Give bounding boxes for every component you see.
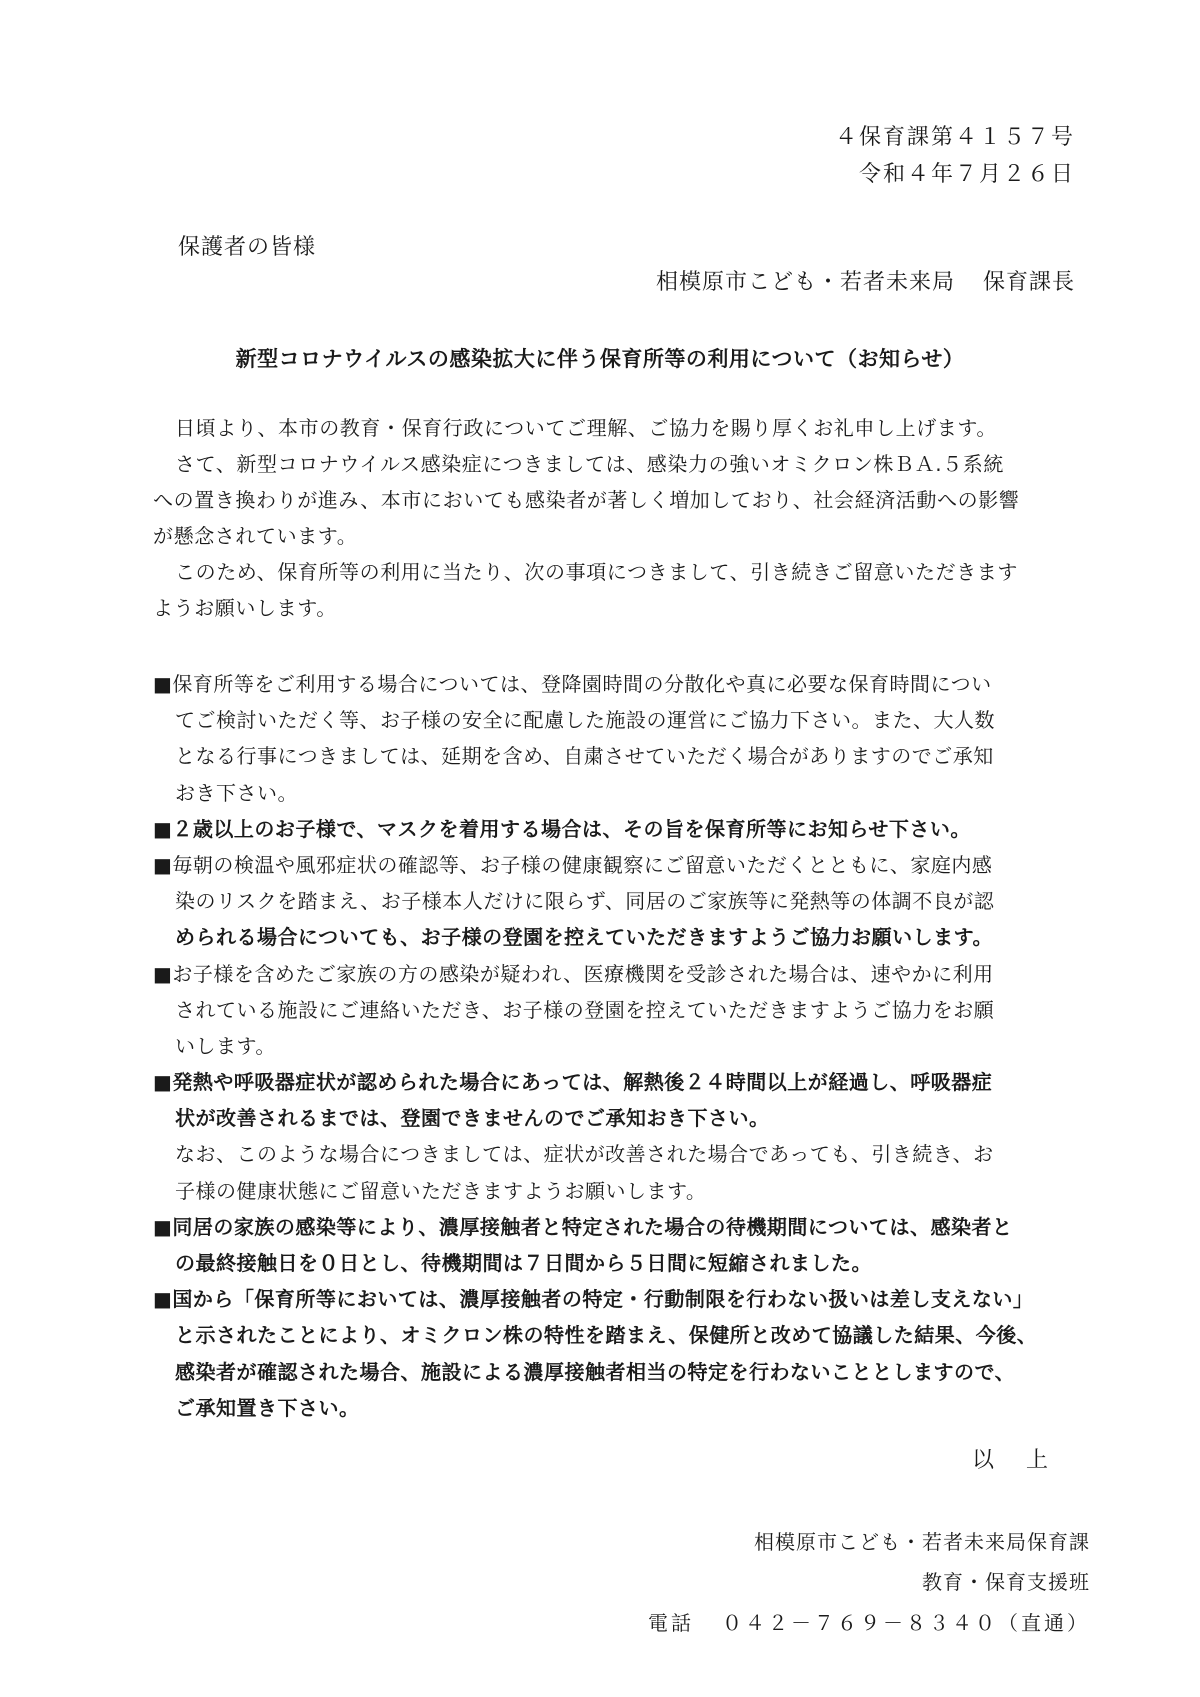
- footer-phone: [648, 1607, 1090, 1636]
- closing-remark: [972, 1443, 1050, 1474]
- item-line: ■国から「保育所等においては、濃厚接触者の特定・行動制限を行わない扱いは差し支えない」: [153, 1287, 1034, 1312]
- item-line: ■保育所等をご利用する場合については、登降園時間の分散化や真に必要な保育時間につい: [153, 672, 992, 696]
- closing-first: 以: [971, 1448, 996, 1473]
- closing-second: 上: [1025, 1448, 1050, 1473]
- item-line: ■お子様を含めたご家族の方の感染が疑われ、医療機関を受診された場合は、速やかに利用: [153, 961, 994, 986]
- document-date: 令和４年７月２６日: [858, 162, 1075, 187]
- body-line: が懸念されています。: [153, 524, 358, 548]
- footer-department: 相模原市こども・若者未来局保育課: [754, 1530, 1090, 1554]
- item-line: 子様の健康状態にご留意いただきますようお願いします。: [175, 1178, 707, 1203]
- body-line: 日頃より、本市の教育・保育行政についてご理解、ご協力を賜り厚くお礼申し上げます。: [175, 416, 997, 440]
- item-line: ご承知置き下さい。: [175, 1395, 360, 1420]
- body-line: ようお願いします。: [153, 596, 337, 620]
- sender-title: 保育課長: [982, 270, 1075, 295]
- item-line: ■発熱や呼吸器症状が認められた場合にあっては、解熱後２４時間以上が経過し、呼吸器症: [153, 1070, 993, 1095]
- item-line: 染のリスクを踏まえ、お子様本人だけに限らず、同居のご家族等に発熱等の体調不良が認: [175, 889, 995, 914]
- item-line: てご検討いただく等、お子様の安全に配慮した施設の運営にご協力下さい。また、大人数: [175, 708, 995, 733]
- body-line: への置き換わりが進み、本市においても感染者が著しく増加しており、社会経済活動への影響: [153, 488, 1020, 512]
- item-line: 感染者が確認された場合、施設による濃厚接触者相当の特定を行わないこととしますので、: [175, 1359, 1016, 1384]
- item-line: ■２歳以上のお子様で、マスクを着用する場合は、その旨を保育所等にお知らせ下さい。: [153, 816, 971, 841]
- document-title: 新型コロナウイルスの感染拡大に伴う保育所等の利用について（お知らせ）: [235, 347, 965, 371]
- item-line: 状が改善されるまでは、登園できませんのでご承知おき下さい。: [175, 1106, 770, 1131]
- body-line: このため、保育所等の利用に当たり、次の事項につきまして、引き続きご留意いただきます: [175, 560, 1018, 584]
- item-line: められる場合についても、お子様の登園を控えていただきますようご協力お願いします。: [175, 925, 993, 950]
- footer-team: 教育・保育支援班: [922, 1570, 1090, 1594]
- item-line: おき下さい。: [175, 780, 298, 805]
- item-line: と示されたことにより、オミクロン株の特性を踏まえ、保健所と改めて協議した結果、今後、: [175, 1323, 1038, 1348]
- sender-org: 相模原市こども・若者未来局: [655, 270, 955, 295]
- body-paragraphs: [153, 410, 1083, 626]
- item-line: ■毎朝の検温や風邪症状の確認等、お子様の健康観察にご留意いただくとともに、家庭内感: [153, 852, 993, 877]
- notice-items: [153, 666, 1093, 1426]
- document-number: ４保育課第４１５７号: [834, 125, 1075, 150]
- sender: [656, 265, 1075, 296]
- item-line: となる行事につきましては、延期を含め、自粛させていただく場合がありますのでご承知: [175, 744, 994, 769]
- item-line: いします。: [175, 1033, 276, 1058]
- body-line: さて、新型コロナウイルス感染症につきましては、感染力の強いオミクロン株ＢＡ.５系統: [175, 452, 1004, 476]
- item-line: ■同居の家族の感染等により、濃厚接触者と特定された場合の待機期間については、感染者と: [153, 1214, 1013, 1239]
- addressee: 保護者の皆様: [178, 235, 317, 260]
- item-line: の最終接触日を０日とし、待機期間は７日間から５日間に短縮されました。: [175, 1251, 872, 1275]
- phone-number: ０４２－７６９－８３４０（直通）: [722, 1611, 1090, 1635]
- item-line: されている施設にご連絡いただき、お子様の登園を控えていただきますようご協力をお願: [175, 997, 995, 1022]
- item-line: なお、このような場合につきましては、症状が改善された場合であっても、引き続き、お: [175, 1142, 994, 1167]
- phone-label: 電話: [648, 1611, 694, 1635]
